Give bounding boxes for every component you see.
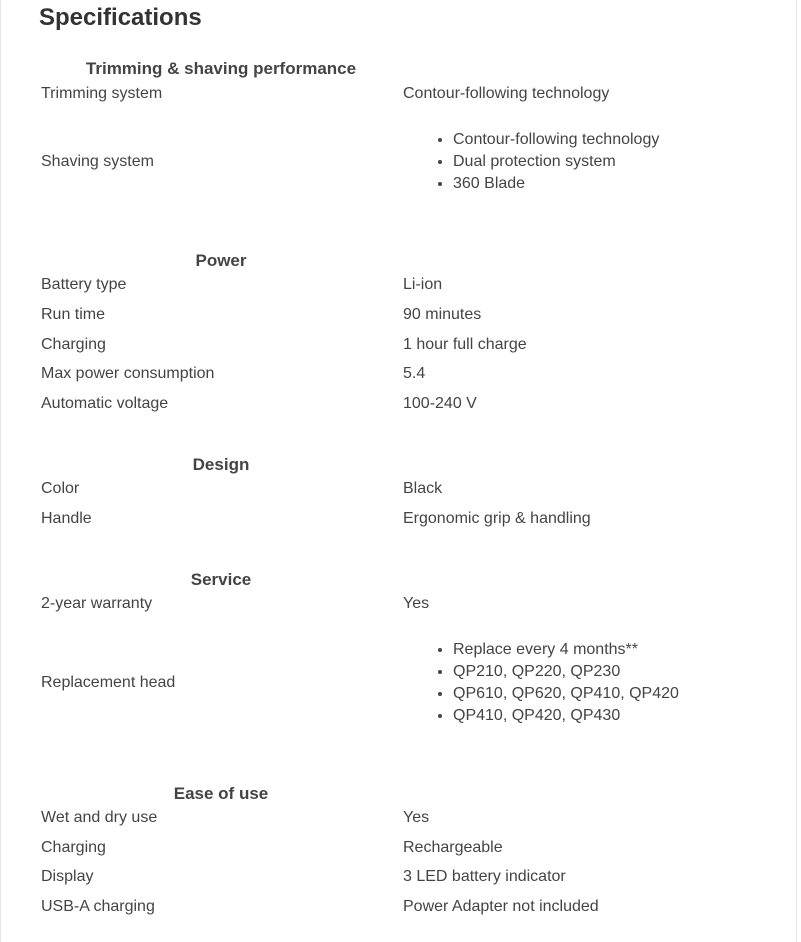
spec-label: USB-A charging — [41, 898, 155, 915]
spec-label: Handle — [41, 510, 92, 527]
spec-label: Charging — [41, 336, 106, 353]
spec-value: 1 hour full charge — [403, 336, 527, 353]
section-title-power: Power — [195, 251, 247, 270]
spec-label: Run time — [41, 306, 106, 323]
spec-label: Battery type — [41, 276, 127, 293]
spec-label: Charging — [41, 839, 106, 856]
spec-value: Yes — [403, 809, 430, 826]
list-item: • Replace every 4 months** — [453, 639, 679, 661]
list-item: • QP410, QP420, QP430 — [453, 705, 679, 727]
spec-label: Color — [41, 480, 80, 497]
spec-label: Display — [41, 868, 94, 885]
spec-label: Trimming system — [41, 85, 163, 102]
section-title-service: Service — [190, 570, 252, 589]
spec-value: 90 minutes — [403, 306, 482, 323]
list-item: • Dual protection system — [453, 151, 659, 173]
spec-value: 100-240 V — [403, 395, 477, 412]
spec-value: 5.4 — [403, 365, 426, 382]
list-item: • QP210, QP220, QP230 — [453, 661, 679, 683]
spec-value: Yes — [403, 595, 430, 612]
spec-label: Replacement head — [41, 674, 176, 691]
spec-label: Wet and dry use — [41, 809, 158, 826]
spec-value: Black — [403, 480, 443, 497]
spec-value-list-replacement-head — [403, 639, 679, 727]
section-title-trimming: Trimming & shaving performance — [85, 59, 357, 78]
spec-label: Automatic voltage — [41, 395, 169, 412]
list-item: • Contour-following technology — [453, 129, 659, 151]
spec-label: 2-year warranty — [41, 595, 153, 612]
list-item: • QP610, QP620, QP410, QP420 — [453, 683, 679, 705]
spec-value: Power Adapter not included — [403, 898, 599, 915]
spec-value-list-shaving-system — [403, 129, 659, 195]
list-item: • 360 Blade — [453, 173, 659, 195]
spec-value: Li-ion — [403, 276, 443, 293]
spec-value: 3 LED battery indicator — [403, 868, 566, 885]
spec-value: Contour-following technology — [403, 85, 610, 102]
spec-label: Shaving system — [41, 153, 154, 170]
spec-label: Max power consumption — [41, 365, 215, 382]
spec-value: Ergonomic grip & handling — [403, 510, 591, 527]
spec-value: Rechargeable — [403, 839, 503, 856]
section-title-design: Design — [192, 455, 250, 474]
section-title-ease-of-use: Ease of use — [173, 784, 269, 803]
page-title: Specifications — [39, 4, 202, 31]
